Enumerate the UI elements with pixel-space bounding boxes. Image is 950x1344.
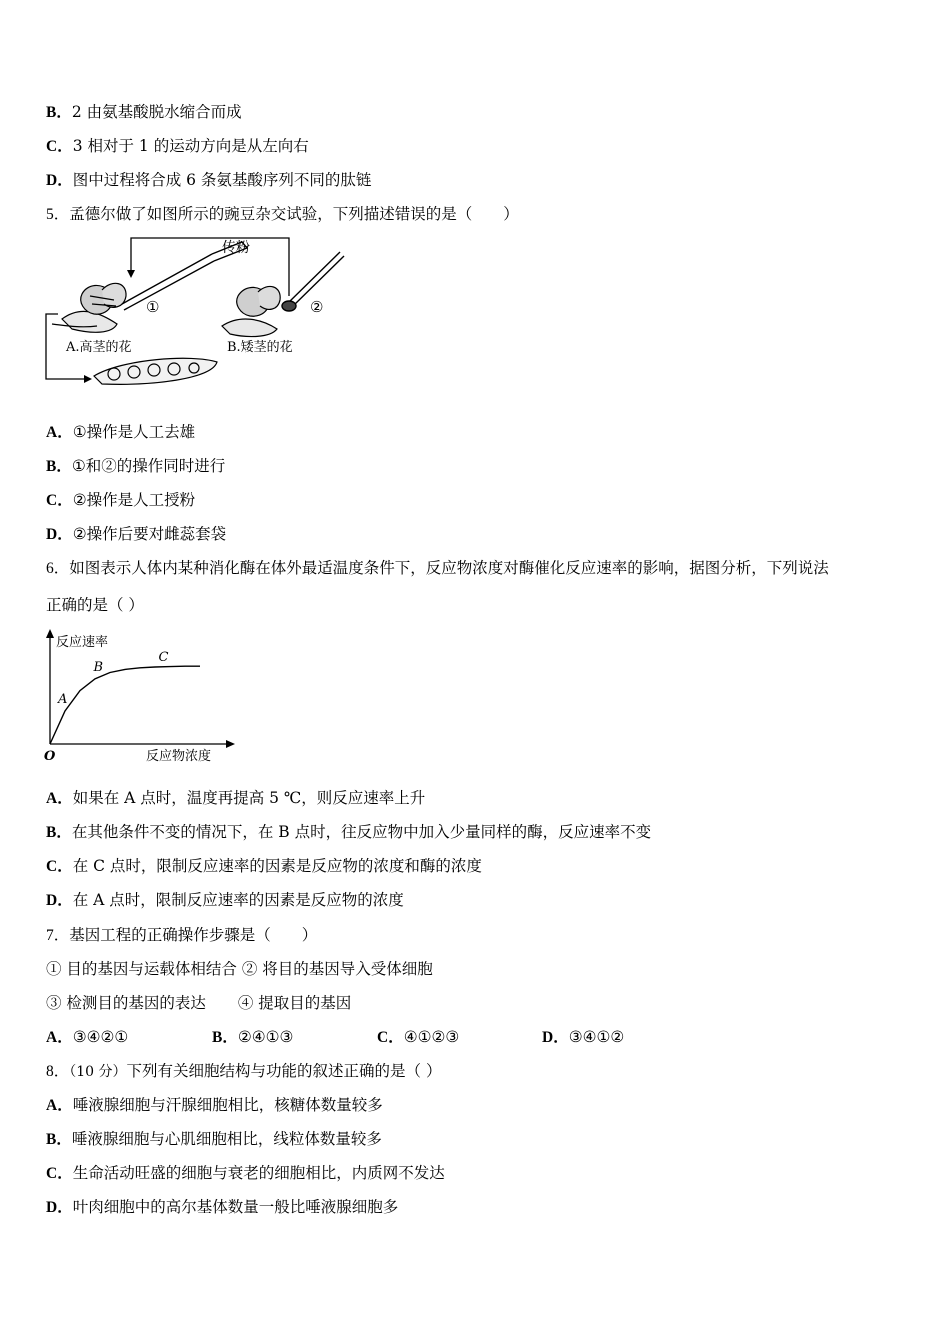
option-text: ①和②的操作同时进行 bbox=[71, 457, 226, 475]
transfer-arrowhead bbox=[127, 270, 135, 278]
q4-option-d bbox=[46, 170, 371, 191]
label-flower-b: B.矮茎的花 bbox=[227, 340, 293, 355]
option-letter: C． bbox=[377, 1029, 404, 1046]
flower-b-drawing bbox=[222, 286, 280, 336]
option-letter: D． bbox=[542, 1029, 569, 1046]
q7-choice-d bbox=[542, 1027, 624, 1048]
option-text: ②操作后要对雌蕊套袋 bbox=[72, 525, 227, 543]
option-text: 叶肉细胞中的高尔基体数量一般比唾液腺细胞多 bbox=[72, 1198, 399, 1216]
question-text: 下列有关细胞结构与功能的叙述正确的是（ ） bbox=[126, 1062, 442, 1080]
q8-stem bbox=[46, 1061, 441, 1082]
option-letter: C． bbox=[46, 858, 73, 875]
option-text: ②④①③ bbox=[237, 1028, 294, 1046]
option-text: 2 由氨基酸脱水缩合而成 bbox=[71, 103, 242, 121]
pod-arrowhead bbox=[84, 375, 92, 383]
q4-option-b bbox=[46, 102, 242, 123]
q5-option-a bbox=[46, 422, 195, 443]
point-label-c: C bbox=[158, 649, 169, 665]
option-text: 生命活动旺盛的细胞与衰老的细胞相比，内质网不发达 bbox=[72, 1164, 445, 1182]
option-text: ③④②① bbox=[72, 1028, 129, 1046]
option-letter: B． bbox=[46, 1131, 72, 1148]
option-letter: B． bbox=[46, 458, 72, 475]
q8-option-d bbox=[46, 1197, 398, 1218]
option-text: 唾液腺细胞与心肌细胞相比，线粒体数量较多 bbox=[71, 1130, 382, 1148]
question-score: （10 分） bbox=[69, 1064, 127, 1080]
option-text: 在 A 点时，限制反应速率的因素是反应物的浓度 bbox=[72, 891, 404, 909]
option-text: ①操作是人工去雄 bbox=[72, 423, 196, 441]
q6-option-d bbox=[46, 890, 404, 911]
q5-stem bbox=[46, 204, 519, 225]
option-letter: A． bbox=[46, 790, 73, 807]
q8-option-a bbox=[46, 1095, 383, 1116]
option-letter: B． bbox=[212, 1029, 238, 1046]
q8-option-b bbox=[46, 1129, 382, 1150]
question-text-cont: 正确的是（ ） bbox=[46, 596, 144, 614]
q6-stem-line1 bbox=[46, 558, 829, 579]
label-flower-a: A.高茎的花 bbox=[66, 340, 132, 355]
option-text: 唾液腺细胞与汗腺细胞相比，核糖体数量较多 bbox=[72, 1096, 383, 1114]
q7-choice-a bbox=[46, 1027, 128, 1048]
steps-text: ① 目的基因与运载体相结合 ② 将目的基因导入受体细胞 bbox=[46, 960, 433, 978]
option-text: 在 C 点时，限制反应速率的因素是反应物的浓度和酶的浓度 bbox=[72, 857, 482, 875]
option-text: ②操作是人工授粉 bbox=[72, 491, 196, 509]
flower-a-drawing bbox=[52, 283, 126, 332]
option-letter: C． bbox=[46, 492, 73, 509]
x-axis-label: 反应物浓度 bbox=[146, 749, 212, 764]
q5-option-c bbox=[46, 490, 195, 511]
option-text: 在其他条件不变的情况下，在 B 点时，往反应物中加入少量同样的酶，反应速率不变 bbox=[71, 823, 652, 841]
steps-text-b: ④ 提取目的基因 bbox=[237, 994, 352, 1012]
q7-choice-b bbox=[212, 1027, 293, 1048]
question-number: 7． bbox=[46, 927, 70, 944]
origin-label: O bbox=[44, 749, 56, 764]
option-text: 3 相对于 1 的运动方向是从左向右 bbox=[72, 137, 309, 155]
option-letter: D． bbox=[46, 526, 73, 543]
q6-stem-line2 bbox=[46, 595, 144, 615]
q6-option-a bbox=[46, 788, 425, 809]
question-number: 5． bbox=[46, 206, 70, 223]
q6-option-c bbox=[46, 856, 482, 877]
option-letter: D． bbox=[46, 172, 73, 189]
option-letter: B． bbox=[46, 104, 72, 121]
q7-steps-line2 bbox=[46, 993, 351, 1013]
pea-pod-drawing bbox=[94, 358, 217, 384]
option-letter: B． bbox=[46, 824, 72, 841]
q5-option-d bbox=[46, 524, 226, 545]
option-letter: D． bbox=[46, 1199, 73, 1216]
option-text: ④①②③ bbox=[403, 1028, 460, 1046]
option-text: 图中过程将合成 6 条氨基酸序列不同的肽链 bbox=[72, 171, 372, 189]
steps-text-a: ③ 检测目的基因的表达 bbox=[46, 994, 206, 1012]
label-transfer: 传粉 bbox=[222, 240, 250, 256]
option-letter: C． bbox=[46, 138, 73, 155]
q8-option-c bbox=[46, 1163, 445, 1184]
option-text: 如果在 A 点时，温度再提高 5 ℃，则反应速率上升 bbox=[72, 789, 426, 807]
q7-steps-line1 bbox=[46, 959, 433, 979]
option-letter: A． bbox=[46, 1097, 73, 1114]
option-text: ③④①② bbox=[568, 1028, 625, 1046]
x-axis-arrow bbox=[226, 740, 235, 748]
option-letter: A． bbox=[46, 424, 73, 441]
question-text: 孟德尔做了如图所示的豌豆杂交试验，下列描述错误的是（ ） bbox=[69, 205, 519, 223]
q7-stem bbox=[46, 925, 317, 946]
q5-option-b bbox=[46, 456, 225, 477]
q7-choice-c bbox=[377, 1027, 459, 1048]
y-axis-label: 反应速率 bbox=[56, 635, 109, 650]
option-letter: A． bbox=[46, 1029, 73, 1046]
option-letter: C． bbox=[46, 1165, 73, 1182]
point-label-b: B bbox=[93, 659, 104, 675]
label-step-1: ① bbox=[146, 298, 160, 316]
y-axis-arrow bbox=[46, 629, 54, 638]
point-label-a: A bbox=[58, 691, 68, 707]
question-number: 8． bbox=[46, 1063, 70, 1080]
rate-curve-line bbox=[50, 666, 200, 744]
option-letter: D． bbox=[46, 892, 73, 909]
reaction-rate-chart bbox=[42, 628, 242, 766]
question-text: 基因工程的正确操作步骤是（ ） bbox=[69, 926, 318, 944]
question-text: 如图表示人体内某种消化酶在体外最适温度条件下，反应物浓度对酶催化反应速率的影响，据图分析，下列说法 bbox=[69, 559, 829, 577]
label-step-2: ② bbox=[310, 298, 324, 316]
question-number: 6． bbox=[46, 560, 70, 577]
q6-option-b bbox=[46, 822, 651, 843]
pea-cross-figure bbox=[42, 234, 362, 389]
q4-option-c bbox=[46, 136, 309, 157]
